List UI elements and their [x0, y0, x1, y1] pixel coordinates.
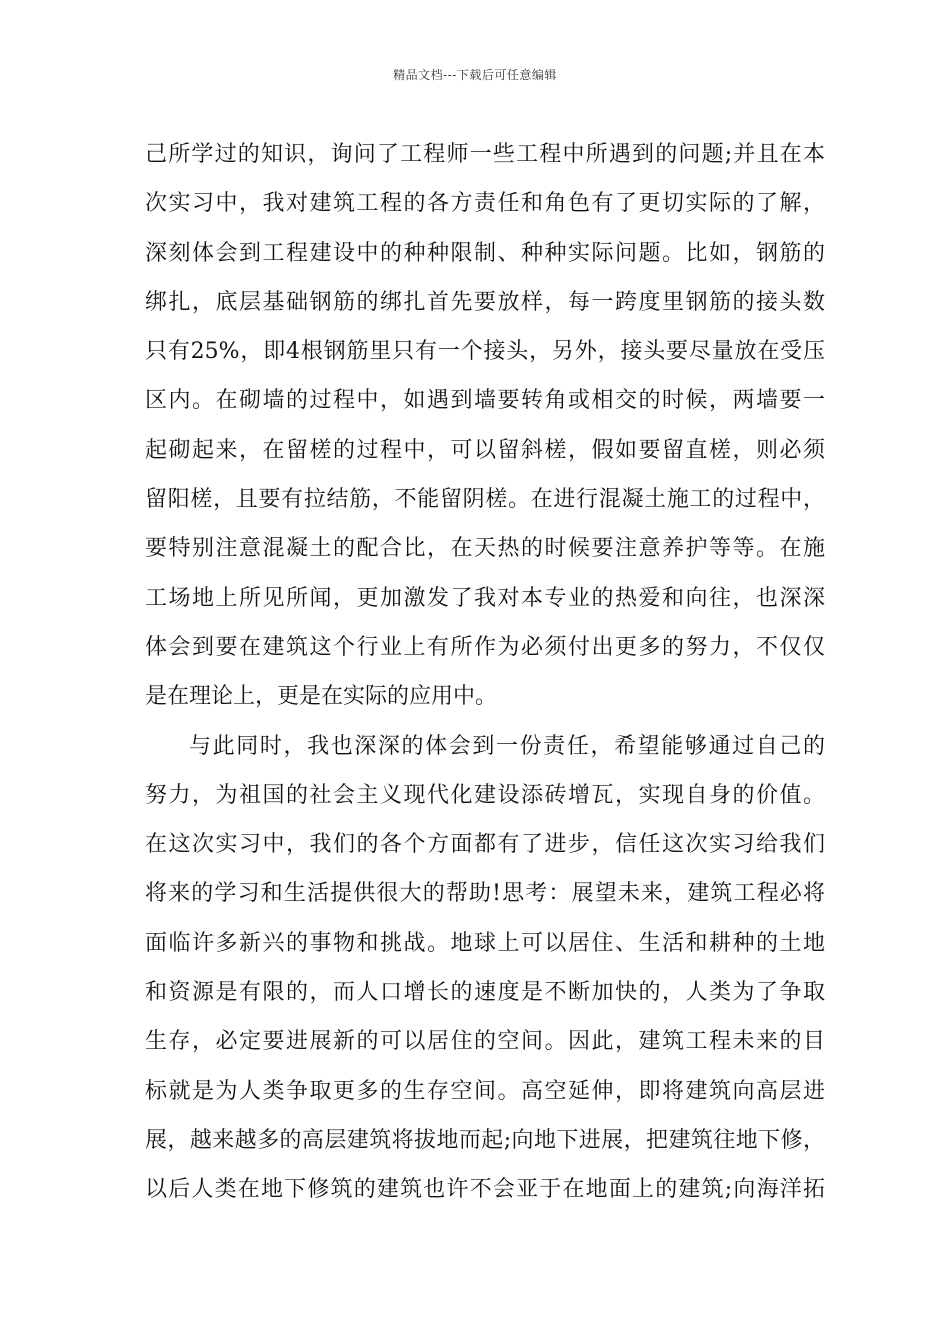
paragraph-2-line-1: 与此同时，我也深深的体会到一份责任，希望能够通过自己的 — [189, 733, 825, 759]
paragraph-2-line-4: 将来的学习和生活提供很大的帮助!思考：展望未来，建筑工程必将 — [145, 881, 825, 907]
paragraph-2-line-9: 展，越来越多的高层建筑将拔地而起;向地下进展，把建筑往地下修， — [145, 1127, 825, 1153]
paragraph-1-line-6: 区内。在砌墙的过程中，如遇到墙要转角或相交的时候，两墙要一 — [145, 388, 825, 414]
paragraph-2-line-8: 标就是为人类争取更多的生存空间。高空延伸，即将建筑向高层进 — [145, 1078, 825, 1104]
paragraph-2-line-2: 努力，为祖国的社会主义现代化建设添砖增瓦，实现自身的价值。 — [145, 782, 825, 808]
paragraph-1-line-10: 工场地上所见所闻，更加激发了我对本专业的热爱和向往，也深深 — [145, 585, 825, 611]
paragraph-1-line-3: 深刻体会到工程建设中的种种限制、种种实际问题。比如，钢筋的 — [145, 240, 825, 266]
paragraph-1-line-12: 是在理论上，更是在实际的应用中。 — [145, 684, 498, 710]
paragraph-2-line-6: 和资源是有限的，而人口增长的速度是不断加快的，人类为了争取 — [145, 980, 825, 1006]
page-header: 精品文档---下载后可任意编辑 — [393, 68, 557, 82]
paragraph-2-line-3: 在这次实习中，我们的各个方面都有了进步，信任这次实习给我们 — [145, 832, 825, 858]
paragraph-1-line-8: 留阳槎，且要有拉结筋，不能留阴槎。在进行混凝土施工的过程中， — [145, 487, 825, 513]
paragraph-1-line-11: 体会到要在建筑这个行业上有所作为必须付出更多的努力，不仅仅 — [145, 634, 825, 660]
paragraph-1-line-9: 要特别注意混凝土的配合比，在天热的时候要注意养护等等。在施 — [145, 536, 825, 562]
paragraph-1-line-4: 绑扎，底层基础钢筋的绑扎首先要放样，每一跨度里钢筋的接头数 — [145, 289, 825, 315]
paragraph-1-line-5: 只有25%，即4根钢筋里只有一个接头，另外，接头要尽量放在受压 — [145, 339, 825, 365]
paragraph-1-line-1: 己所学过的知识，询问了工程师一些工程中所遇到的问题;并且在本 — [145, 142, 825, 167]
document-body — [145, 130, 825, 1215]
paragraph-2-line-7: 生存，必定要进展新的可以居住的空间。因此，建筑工程未来的目 — [145, 1029, 825, 1055]
paragraph-1-line-7: 起砌起来，在留槎的过程中，可以留斜槎，假如要留直槎，则必须 — [145, 437, 825, 463]
paragraph-1-line-2: 次实习中，我对建筑工程的各方责任和角色有了更切实际的了解， — [145, 191, 825, 217]
paragraph-2-line-10: 以后人类在地下修筑的建筑也许不会亚于在地面上的建筑;向海洋拓 — [145, 1177, 825, 1203]
paragraph-2-line-5: 面临许多新兴的事物和挑战。地球上可以居住、生活和耕种的土地 — [145, 930, 825, 956]
